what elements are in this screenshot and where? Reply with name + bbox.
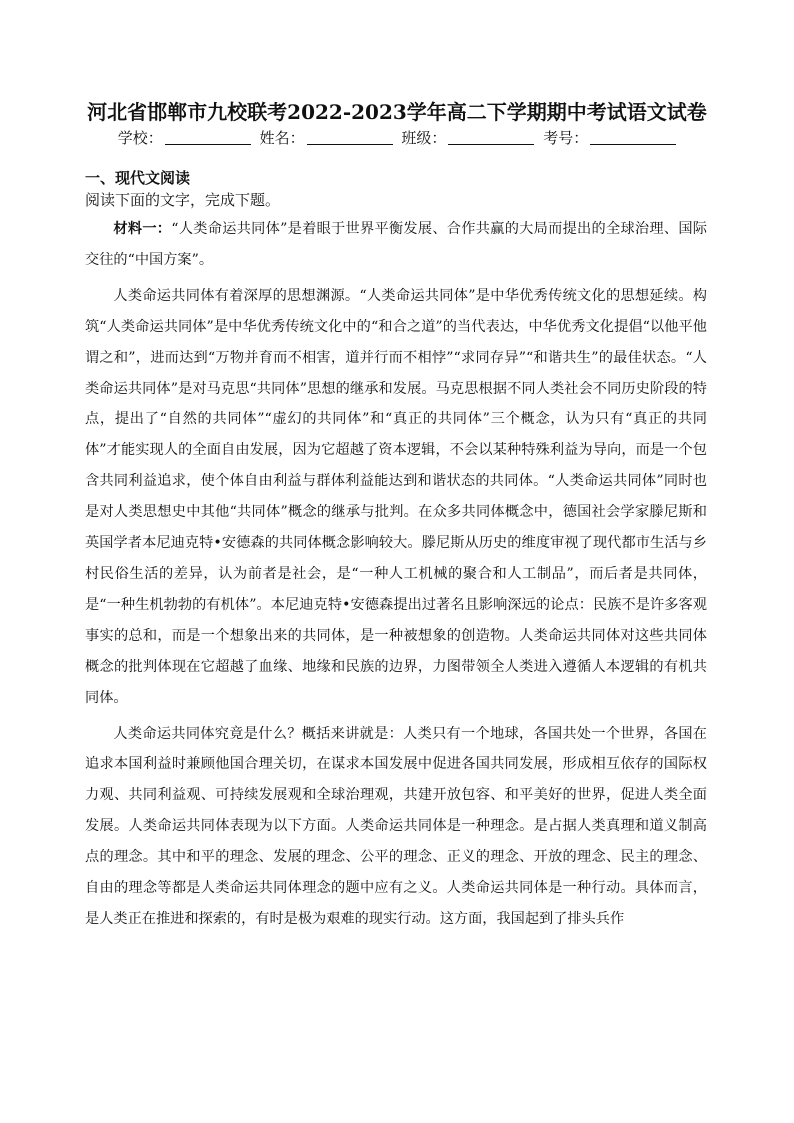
name-label: 姓名： <box>259 129 305 147</box>
exam-number-label: 考号： <box>543 129 589 147</box>
exam-number-field <box>543 127 676 148</box>
school-label: 学校： <box>117 129 163 147</box>
section-heading: 一、现代文阅读 <box>85 169 191 187</box>
name-blank[interactable] <box>307 130 393 145</box>
passage-paragraph-2: 人类命运共同体有着深厚的思想渊源。“人类命运共同体”是中华优秀传统文化的思想延续。构筑“人类命运共同体”是中华优秀传统文化中的“和合之道”的当代表达，中华优秀文化提倡“以他平他谓之和”，进而达到“万物并育而不相害，道并行而不相悖”“求同存异”“和谐共生”的最佳状态。“人类命运共同体”是对马克思“共同体”思想的继承和发展。马克思根据不同人类社会不同历史阶段的特点，提出了“自然的共同体”“虚幻的共同体”和“真正的共同体”三个概念，认为只有“真正的共同体”才能实现人的全面自由发展，因为它超越了资本逻辑，不会以某种特殊利益为导向，而是一个包含共同利益追求，使个体自由利益与群体利益能达到和谐状态的共同体。“人类命运共同体”同时也是对人类思想史中其他“共同体”概念的继承与批判。在众多共同体概念中，德国社会学家滕尼斯和英国学者本尼迪克特•安德森的共同体概念影响较大。滕尼斯从历史的维度审视了现代都市生活与乡村民俗生活的差异，认为前者是社会，是“一种人工机械的聚合和人工制品”，而后者是共同体，是“一种生机勃勃的有机体”。本尼迪克特•安德森提出过著名且影响深远的论点：民族不是许多客观事实的总和，而是一个想象出来的共同体，是一种被想象的创造物。人类命运共同体对这些共同体概念的批判体现在它超越了血缘、地缘和民族的边界，力图带领全人类进入遵循人本逻辑的有机共同体。 <box>85 287 707 706</box>
passage-paragraph-1 <box>85 214 707 276</box>
exam-number-blank[interactable] <box>590 130 676 145</box>
name-field <box>260 127 393 148</box>
reading-passage <box>85 214 707 935</box>
material-label: 材料一： <box>113 221 172 237</box>
school-blank[interactable] <box>165 130 251 145</box>
paragraph-1-text: “人类命运共同体”是着眼于世界平衡发展、合作共赢的大局而提出的全球治理、国际交往的“中国方案”。 <box>85 221 707 268</box>
school-field <box>118 127 251 148</box>
student-info-fields <box>0 127 794 148</box>
passage-paragraph-3: 人类命运共同体究竟是什么？概括来讲就是：人类只有一个地球，各国共处一个世界，各国在追求本国利益时兼顾他国合理关切，在谋求本国发展中促进各国共同发展，形成相互依存的国际权力观、共同利益观、可持续发展观和全球治理观，共建开放包容、和平美好的世界，促进人类全面发展。人类命运共同体表现为以下方面。人类命运共同体是一种理念。是占据人类真理和道义制高点的理念。其中和平的理念、发展的理念、公平的理念、正义的理念、开放的理念、民主的理念、自由的理念等都是人类命运共同体理念的题中应有之义。人类命运共同体是一种行动。具体而言，是人类正在推进和探索的，有时是极为艰难的现实行动。这方面，我国起到了排头兵作 <box>85 725 707 927</box>
section-instruction: 阅读下面的文字，完成下题。 <box>85 191 281 209</box>
exam-title: 河北省邯郸市九校联考2022-2023学年高二下学期期中考试语文试卷 <box>87 100 707 124</box>
class-blank[interactable] <box>448 130 534 145</box>
class-field <box>401 127 534 148</box>
class-label: 班级： <box>401 129 447 147</box>
